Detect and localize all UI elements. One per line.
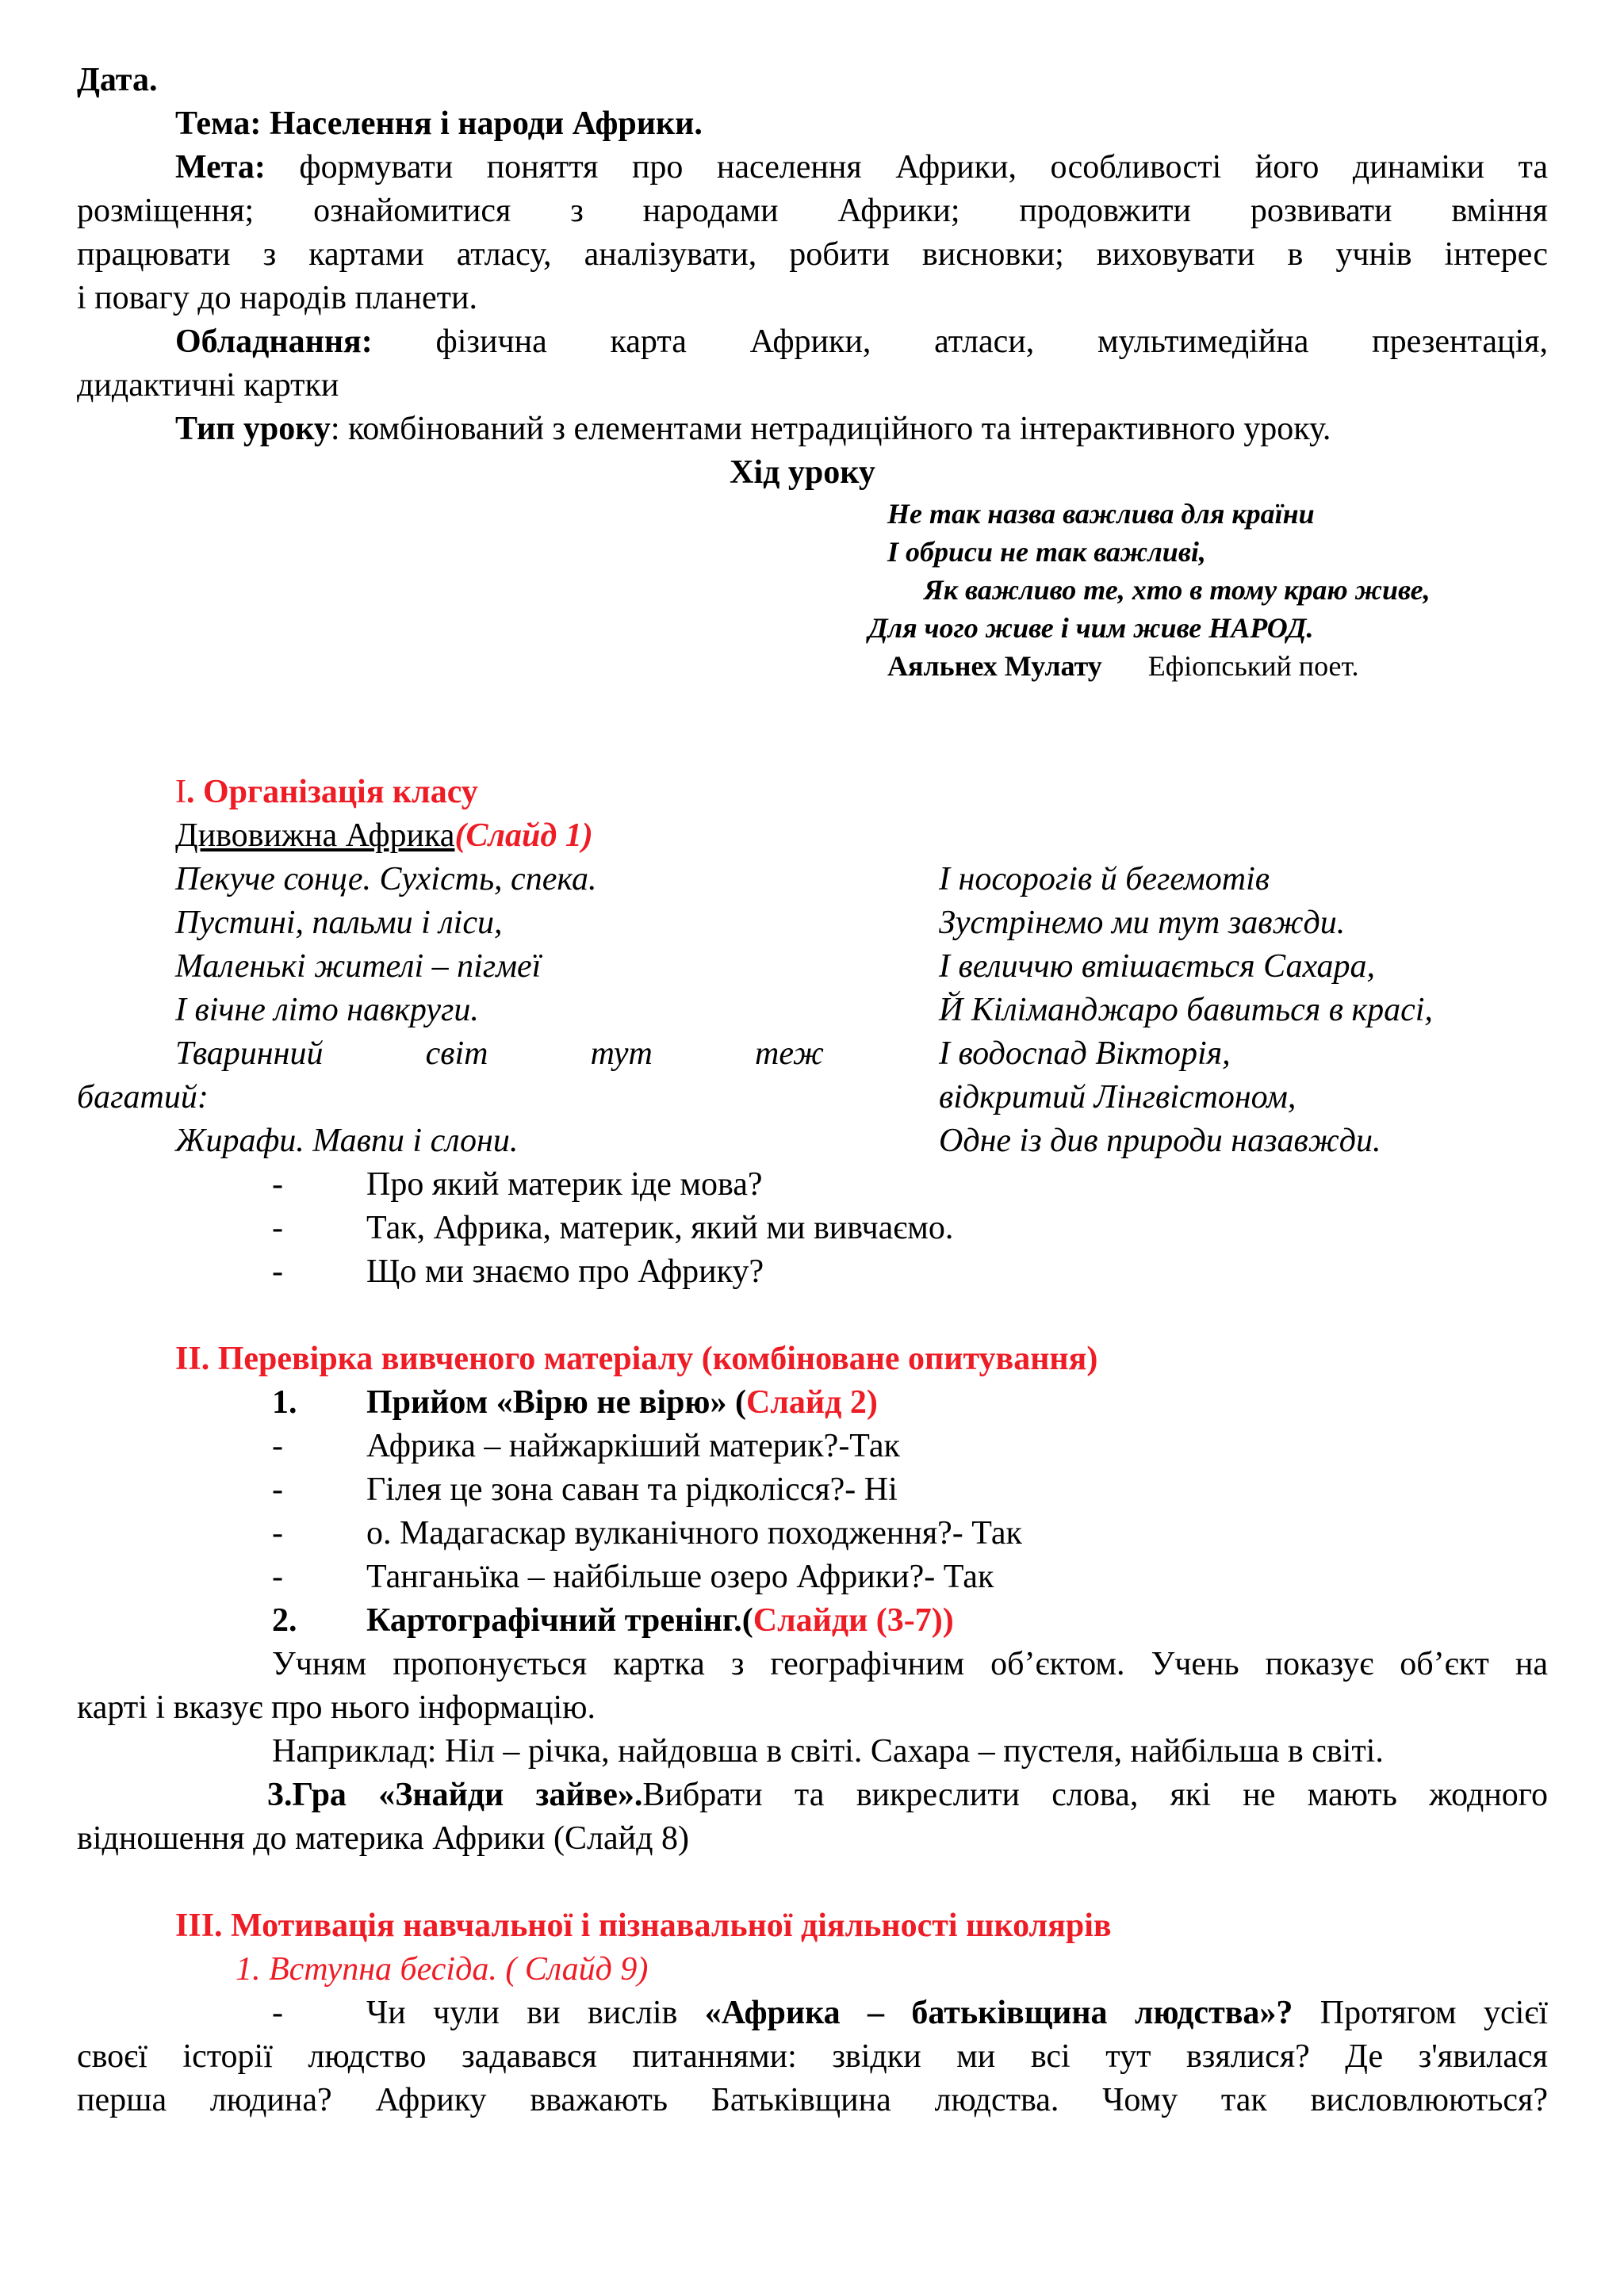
section-3-sub bbox=[77, 1948, 1548, 1992]
item-2-desc-line-2: карті і вказує про нього інформацію. bbox=[77, 1689, 596, 1726]
statement-3 bbox=[77, 1512, 1548, 1556]
item-3-line-1 bbox=[77, 1774, 1548, 1817]
poem-right-line-6: відкритий Лінгвістоном, bbox=[939, 1079, 1297, 1115]
item-1-slide: Слайд 2) bbox=[746, 1384, 878, 1421]
equipment-line-2: дидактичні картки bbox=[77, 367, 339, 404]
poem-title: Дивовижна Африка bbox=[175, 817, 455, 854]
statement-4 bbox=[77, 1556, 1548, 1599]
dash-marker: - bbox=[272, 1428, 283, 1464]
section-1-roman: I bbox=[175, 774, 186, 810]
epigraph-author: Аяльнех Мулату bbox=[887, 650, 1102, 682]
type-text: : комбінований з елементами нетрадиційного та інтерактивного уроку. bbox=[330, 411, 1331, 447]
dash-marker: - bbox=[272, 1166, 283, 1203]
item-3-title: 3.Гра «Знайди зайве». bbox=[267, 1777, 643, 1813]
section-3-question-line-1 bbox=[77, 1992, 1548, 2035]
poem-right-line-5: І водоспад Вікторія, bbox=[939, 1035, 1231, 1072]
poem-left-line-6: багатий: bbox=[77, 1079, 209, 1115]
epigraph-line-3: Як важливо те, хто в тому краю живе, bbox=[924, 574, 1431, 606]
type-label: Тип уроку bbox=[175, 411, 331, 447]
question-1 bbox=[77, 1163, 1548, 1207]
item-2-slide: Слайди (3-7)) bbox=[753, 1602, 954, 1639]
dash-marker: - bbox=[272, 1253, 283, 1290]
poem-right-line-4: Й Кіліманджаро бавиться в красі, bbox=[939, 992, 1433, 1028]
poem-right-line-1: І носорогів й бегемотів bbox=[939, 861, 1270, 897]
poem-column-right bbox=[939, 858, 1433, 1163]
poem-left-line-2: Пустині, пальми і ліси, bbox=[175, 905, 503, 941]
equipment-label: Обладнання: bbox=[175, 323, 373, 360]
date-label: Дата. bbox=[77, 62, 158, 98]
sub-number: 1. bbox=[236, 1951, 261, 1988]
poem-left-line-5: Тваринний світ тут теж bbox=[175, 1035, 824, 1072]
epigraph-line-2: І обриси не так важливі, bbox=[887, 536, 1206, 568]
question-intro: Чи чули ви вислів bbox=[366, 1995, 705, 2031]
section-3-title: III. Мотивація навчальної і пізнавальної діяльності школярів bbox=[175, 1908, 1112, 1944]
epigraph bbox=[77, 495, 1548, 682]
poem-right-line-2: Зустрінемо ми тут завжди. bbox=[939, 905, 1346, 941]
item-2-text: Картографічний тренінг.( bbox=[366, 1602, 753, 1639]
statement-1-text: Африка – найжаркіший материк?-Так bbox=[366, 1428, 900, 1464]
section-3-line-2: своєї історії людство задавався питаннями: звідки ми всі тут взялися? Де з'явилася bbox=[77, 2038, 1548, 2075]
statement-3-text: о. Мадагаскар вулканічного походження?- Так bbox=[366, 1515, 1022, 1552]
poem-right-line-7: Одне із див природи назавжди. bbox=[939, 1123, 1381, 1159]
question-3 bbox=[77, 1250, 1548, 1294]
question-2-text: Так, Африка, материк, який ми вивчаємо. bbox=[366, 1210, 954, 1246]
item-1-number: 1. bbox=[272, 1384, 297, 1421]
poem-left-line-7: Жирафи. Мавпи і слони. bbox=[175, 1123, 519, 1159]
example-line: Наприклад: Ніл – річка, найдовша в світі. Сахара – пустеля, найбільша в світі. bbox=[272, 1733, 1384, 1770]
question-3-text: Що ми знаємо про Африку? bbox=[366, 1253, 764, 1290]
epigraph-line-1: Не так назва важлива для країни bbox=[887, 498, 1315, 530]
question-1-text: Про який материк іде мова? bbox=[366, 1166, 763, 1203]
type-line bbox=[77, 408, 1548, 451]
sub-slide: ( Слайд 9) bbox=[496, 1951, 649, 1988]
dash-marker: - bbox=[272, 1471, 283, 1508]
goal-label: Мета: bbox=[175, 149, 266, 186]
theme-text: Населення і народи Африки. bbox=[261, 105, 703, 142]
poem-row bbox=[77, 858, 1548, 1163]
poem-right-line-3: І величчю втішається Сахара, bbox=[939, 948, 1376, 985]
dash-marker: - bbox=[272, 1210, 283, 1246]
section-2-item-2 bbox=[77, 1599, 1548, 1643]
item-1-text: Прийом «Вірю не вірю» ( bbox=[366, 1384, 747, 1421]
poem-left-line-3: Маленькі жителі – пігмеї bbox=[175, 948, 542, 985]
goal-line-4: і повагу до народів планети. bbox=[77, 280, 477, 316]
course-title: Хід уроку bbox=[730, 454, 875, 491]
goal-line-2: розміщення; ознайомитися з народами Африки; продовжити розвивати вміння bbox=[77, 193, 1548, 229]
epigraph-author-note: Ефіопський поет. bbox=[1147, 650, 1359, 682]
item-2-number: 2. bbox=[272, 1602, 297, 1639]
poem-left-line-4: І вічне літо навкруги. bbox=[175, 992, 479, 1028]
poem-slide-ref: (Слайд 1) bbox=[454, 817, 593, 854]
question-2 bbox=[77, 1207, 1548, 1250]
item-2-desc-line-1: Учням пропонується картка з географічним об’єктом. Учень показує об’єкт на bbox=[272, 1646, 1548, 1682]
theme-line bbox=[77, 102, 1548, 146]
goal-text-1: формувати поняття про населення Африки, особливості його динаміки та bbox=[265, 149, 1548, 186]
question-after: Протягом усієї bbox=[1293, 1995, 1549, 2031]
item-3-line-2: відношення до материка Африки (Слайд 8) bbox=[77, 1820, 689, 1857]
epigraph-line-4: Для чого живе і чим живе НАРОД. bbox=[868, 612, 1314, 644]
sub-text: Вступна бесіда. bbox=[260, 1951, 497, 1988]
section-3-question-text bbox=[366, 1992, 1548, 2035]
theme-label: Тема: bbox=[175, 105, 262, 142]
statement-1 bbox=[77, 1425, 1548, 1468]
dash-marker: - bbox=[272, 1559, 283, 1595]
section-1-title-text: . Організація класу bbox=[186, 774, 478, 810]
poem-title-line bbox=[77, 814, 1548, 858]
statement-2 bbox=[77, 1468, 1548, 1512]
statement-4-text: Танганьїка – найбільше озеро Африки?- Так bbox=[366, 1559, 994, 1595]
section-2-item-1 bbox=[77, 1381, 1548, 1425]
goal-line-3: працювати з картами атласу, аналізувати, робити висновки; виховувати в учнів інтерес bbox=[77, 236, 1548, 273]
poem-left-line-1: Пекуче сонце. Сухість, спека. bbox=[175, 861, 597, 897]
section-1-title bbox=[77, 771, 1548, 814]
goal-line-1 bbox=[77, 146, 1548, 189]
epigraph-author-line bbox=[887, 647, 1359, 685]
dash-marker: - bbox=[272, 1515, 283, 1552]
equipment-text-1: фізична карта Африки, атласи, мультимедійна презентація, bbox=[372, 323, 1548, 360]
section-2-title: II. Перевірка вивченого матеріалу (комбіноване опитування) bbox=[175, 1341, 1098, 1377]
poem bbox=[77, 858, 1548, 1163]
section-3-line-3: перша людина? Африку вважають Батьківщина людства. Чому так висловлюються? bbox=[77, 2082, 1548, 2118]
question-quote: «Африка – батьківщина людства»? bbox=[704, 1995, 1293, 2031]
statement-2-text: Гілея це зона саван та рідколісся?- Ні bbox=[366, 1471, 898, 1508]
equipment-line-1 bbox=[77, 320, 1548, 364]
dash-marker: - bbox=[272, 1995, 283, 2031]
item-3-text: Вибрати та викреслити слова, які не мають жодного bbox=[642, 1777, 1548, 1813]
poem-column-left bbox=[77, 858, 939, 1163]
